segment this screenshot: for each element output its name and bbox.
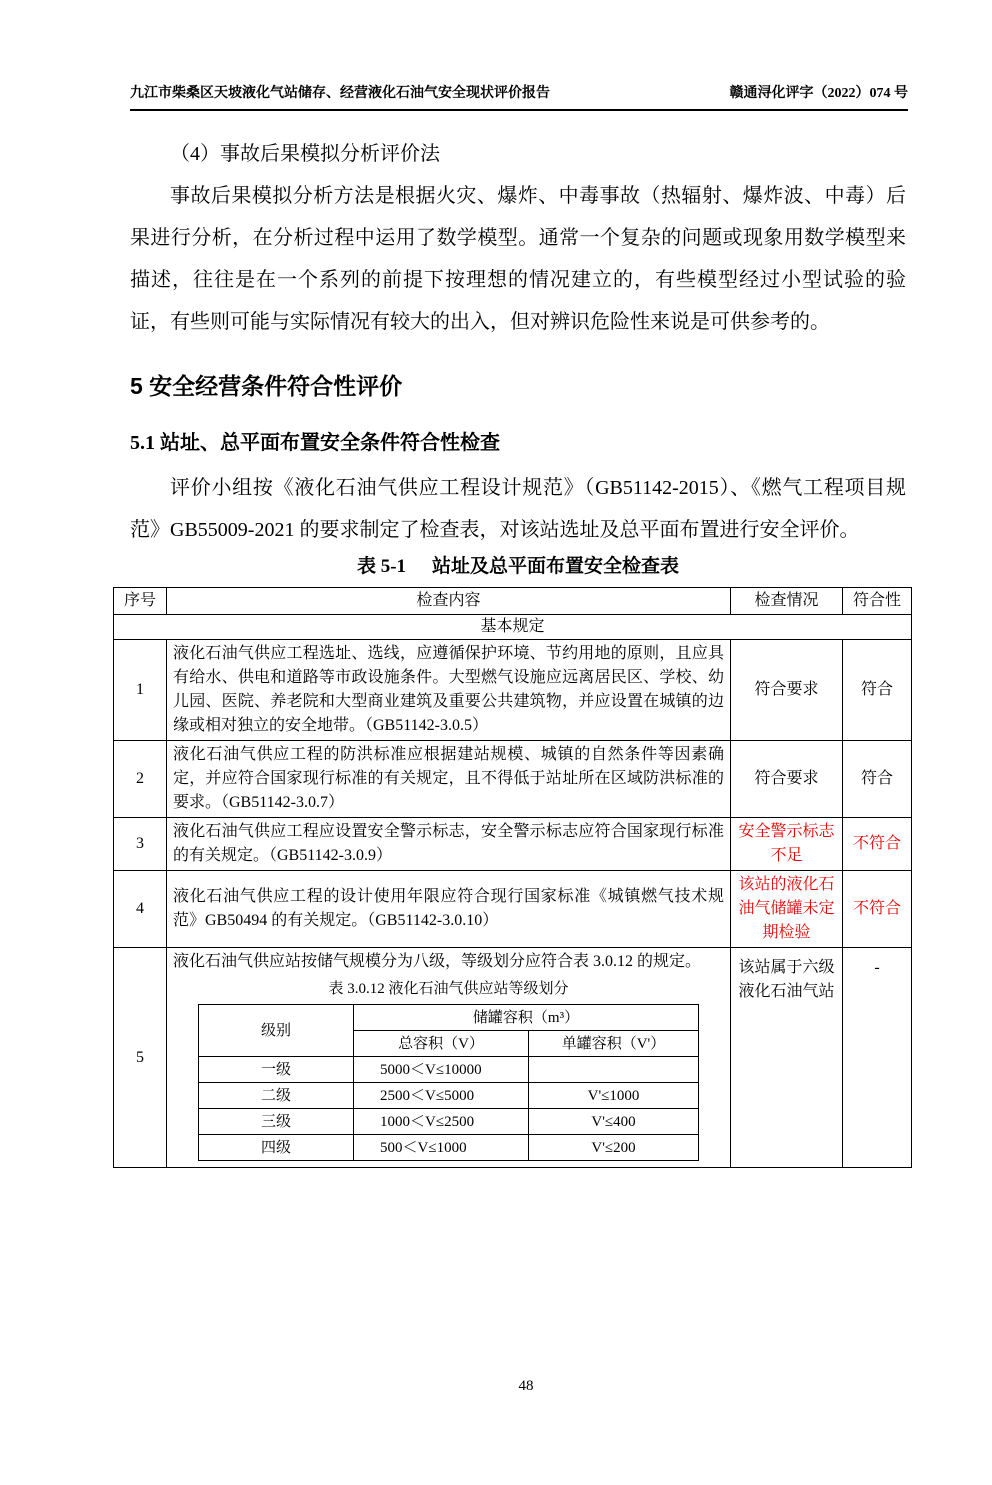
cell-no: 5	[114, 948, 167, 1168]
inner-table-row	[199, 1109, 699, 1135]
table-row	[114, 741, 912, 818]
inner-col-header-grade: 级别	[199, 1005, 354, 1057]
cell-result: 符合	[843, 640, 912, 741]
page-footer	[0, 1378, 992, 1395]
row5-paragraph: 液化石油气供应站按储气规模分为八级，等级划分应符合表 3.0.12 的规定。	[173, 953, 702, 970]
cell-no: 4	[114, 871, 167, 948]
page-number: 48	[518, 1378, 534, 1394]
table-5-1-caption	[130, 553, 906, 581]
page-header	[130, 82, 908, 111]
table-row	[114, 948, 912, 1168]
intro-paragraph: 事故后果模拟分析方法是根据火灾、爆炸、中毒事故（热辐射、爆炸波、中毒）后果进行分析，在分析过程中运用了数学模型。通常一个复杂的问题或现象用数学模型来描述，往往是在一个系列的前提下按理想的情况建立的，有些模型经过小型试验的验证，有些则可能与实际情况有较大的出入，但对辨识危险性来说是可供参考的。	[130, 185, 906, 333]
cell-no: 2	[114, 741, 167, 818]
cell-content: 液化石油气供应工程的防洪标准应根据建站规模、城镇的自然条件等因素确定，并应符合国家现行标准的有关规定，且不得低于站址所在区域防洪标准的要求。（GB51142-3.0.7）	[167, 741, 731, 818]
page-content	[0, 133, 992, 1168]
group-row-label: 基本规定	[114, 615, 912, 640]
cell-content: 液化石油气供应工程选址、选线，应遵循保护环境、节约用地的原则，且应具有给水、供电和道路等市政设施条件。大型燃气设施应远离居民区、学校、幼儿园、医院、养老院和大型商业建筑及重要公共建筑物，并应设置在城镇的边缘或相对独立的安全地带。（GB51142-3.0.5）	[167, 640, 731, 741]
inner-cell-single: V'≤200	[529, 1135, 699, 1161]
inner-cell-single: V'≤400	[529, 1109, 699, 1135]
table-caption-text: 站址及总平面布置安全检查表	[432, 556, 680, 577]
document-page	[0, 82, 992, 1394]
inner-cell-grade: 四级	[199, 1135, 354, 1161]
inner-header-row	[199, 1005, 699, 1031]
cell-result: -	[843, 948, 912, 1168]
inner-col-header-single-tank-volume: 单罐容积（V'）	[529, 1031, 699, 1057]
inner-cell-grade: 一级	[199, 1057, 354, 1083]
subsection-4-heading: （4）事故后果模拟分析评价法	[170, 143, 440, 165]
inner-table-row	[199, 1083, 699, 1109]
table-row	[114, 818, 912, 871]
inner-cell-grade: 三级	[199, 1109, 354, 1135]
cell-result: 不符合	[843, 871, 912, 948]
inner-cell-total: 2500＜V≤5000	[354, 1083, 529, 1109]
table-group-row	[114, 615, 912, 640]
table-caption-label: 表 5-1	[356, 556, 407, 577]
inner-cell-total: 5000＜V≤10000	[354, 1057, 529, 1083]
cell-no: 1	[114, 640, 167, 741]
table-5-1	[113, 587, 912, 1168]
col-header-content: 检查内容	[167, 588, 731, 615]
cell-content	[167, 948, 731, 1168]
cell-status: 符合要求	[731, 741, 843, 818]
col-header-no: 序号	[114, 588, 167, 615]
cell-content: 液化石油气供应工程应设置安全警示标志，安全警示标志应符合国家现行标准的有关规定。（GB51142-3.0.9）	[167, 818, 731, 871]
cell-result: 符合	[843, 741, 912, 818]
col-header-result: 符合性	[843, 588, 912, 615]
inner-col-header-total-volume: 总容积（V）	[354, 1031, 529, 1057]
inner-col-header-volume: 储罐容积（m³）	[354, 1005, 699, 1031]
col-header-status: 检查情况	[731, 588, 843, 615]
table-row	[114, 871, 912, 948]
cell-content: 液化石油气供应工程的设计使用年限应符合现行国家标准《城镇燃气技术规范》GB50494 的有关规定。（GB51142-3.0.10）	[167, 871, 731, 948]
inner-table-row	[199, 1057, 699, 1083]
header-report-title: 九江市柴桑区天坡液化气站储存、经营液化石油气安全现状评价报告	[130, 86, 550, 101]
cell-result: 不符合	[843, 818, 912, 871]
section-5-title: 5 安全经营条件符合性评价	[130, 373, 403, 399]
inner-cell-grade: 二级	[199, 1083, 354, 1109]
cell-status: 该站属于六级液化石油气站	[731, 948, 843, 1168]
header-doc-number: 赣通浔化评字（2022）074 号	[729, 86, 908, 101]
table-header-row	[114, 588, 912, 615]
inner-cell-total: 1000＜V≤2500	[354, 1109, 529, 1135]
cell-status: 安全警示标志不足	[731, 818, 843, 871]
cell-no: 3	[114, 818, 167, 871]
table-row	[114, 640, 912, 741]
cell-status: 该站的液化石油气储罐未定期检验	[731, 871, 843, 948]
table-3-0-12-caption: 表 3.0.12 液化石油气供应站等级划分	[328, 981, 569, 997]
inner-table-row	[199, 1135, 699, 1161]
inner-cell-single	[529, 1057, 699, 1083]
table-3-0-12	[198, 1004, 699, 1161]
inner-cell-total: 500＜V≤1000	[354, 1135, 529, 1161]
section-5-1-paragraph: 评价小组按《液化石油气供应工程设计规范》（GB51142-2015）、《燃气工程项目规范》GB55009-2021 的要求制定了检查表，对该站选址及总平面布置进行安全评价。	[130, 477, 906, 541]
cell-status: 符合要求	[731, 640, 843, 741]
section-5-1-title: 5.1 站址、总平面布置安全条件符合性检查	[130, 432, 500, 454]
inner-cell-single: V'≤1000	[529, 1083, 699, 1109]
